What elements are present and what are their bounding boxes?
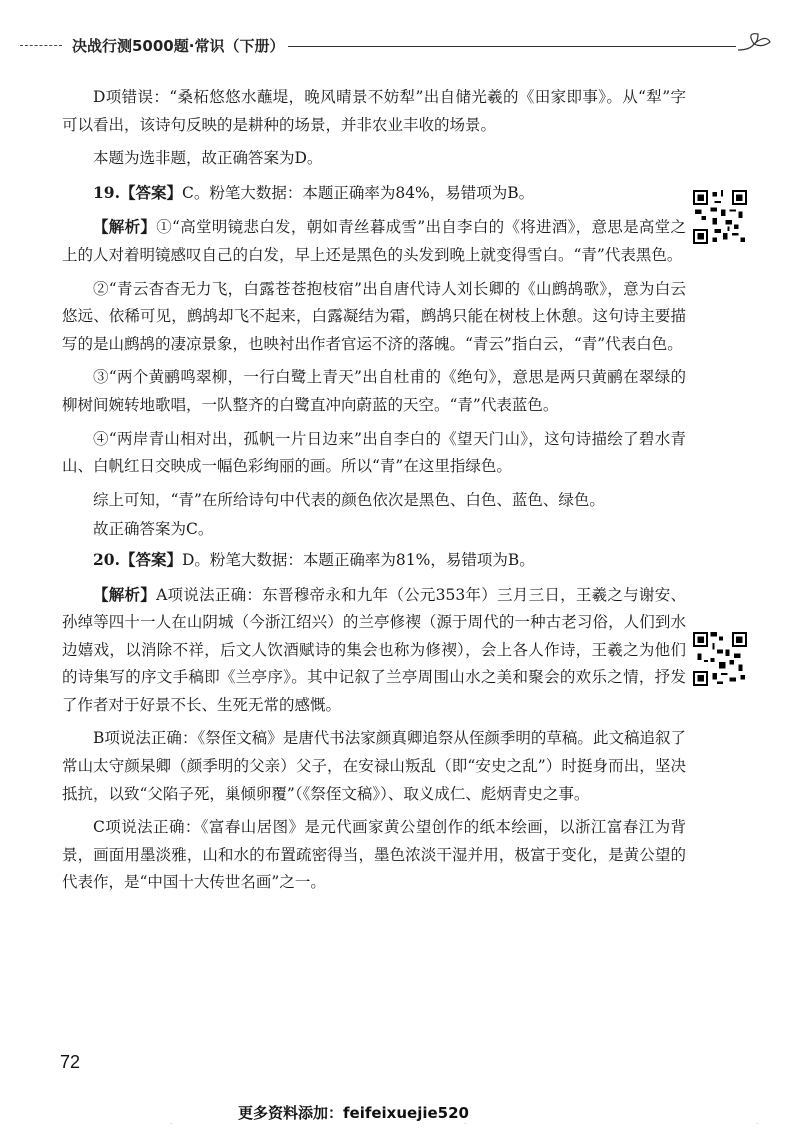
page-content [62, 84, 686, 903]
analysis-19: 【解析】①“高堂明镜悲白发，朝如青丝暮成雪”出自李白的《将进酒》，意思是高堂之上的人对着明镜感叹自己的白发，早上还是黑色的头发到晚上就变得雪白。“青”代表黑色。 [62, 217, 686, 264]
answer-19: 19.【答案】C。粉笔大数据：本题正确率为84%，易错项为B。 [93, 182, 535, 202]
answer-20: 20.【答案】D。粉笔大数据：本题正确率为81%，易错项为B。 [93, 549, 535, 569]
qr-code-icon[interactable] [693, 632, 747, 686]
scan-mark: · [464, 1120, 467, 1128]
paragraph: ②“青云杳杳无力飞，白露苍苍抱枝宿”出自唐代诗人刘长卿的《山鹧鸪歌》，意为白云悠远、依稀可见，鹧鸪却飞不起来，白露凝结为霜，鹧鸪只能在树枝上休憩。这句诗主要描写的是山鹧鸪的凄凉景象，也映衬出作者官运不济的落魄。“青云”指白云，“青”代表白色。 [62, 279, 686, 353]
header-title: 决战行测5000题·常识（下册） [72, 37, 285, 55]
scan-mark: · [170, 1120, 173, 1128]
page-header [20, 32, 780, 62]
analysis-label: 【解析】 [93, 217, 157, 237]
analysis-20: 【解析】A项说法正确：东晋穆帝永和九年（公元353年）三月三日，王羲之与谢安、孙绰等四十一人在山阴城（今浙江绍兴）的兰亭修禊（源于周代的一种古老习俗，人们到水边嬉戏，以消除不祥，后文人饮酒赋诗的集会也称为修禊），会上各人作诗，王羲之为他们的诗集写的序文手稿即《兰亭序》。其中记叙了兰亭周围山水之美和聚会的欢乐之情，抒发了作者对于好景不长、生死无常的感慨。 [62, 584, 686, 714]
scan-mark: · [756, 1120, 759, 1128]
answer-label: 20.【答案】 [93, 549, 182, 569]
footer-note: 更多资料添加：feifeixuejie520 [238, 1104, 469, 1122]
analysis-label: 【解析】 [93, 584, 157, 604]
page-number: 72 [60, 1052, 81, 1072]
paragraph: ③“两个黄鹂鸣翠柳，一行白鹭上青天”出自杜甫的《绝句》，意思是两只黄鹂在翠绿的柳树间婉转地歌唱，一队整齐的白鹭直冲向蔚蓝的天空。“青”代表蓝色。 [62, 368, 686, 414]
paragraph: ④“两岸青山相对出，孤帆一片日边来”出自李白的《望天门山》，这句诗描绘了碧水青山、白帆红日交映成一幅色彩绚丽的画。所以“青”在这里指绿色。 [62, 429, 686, 476]
paragraph: 故正确答案为C。 [93, 520, 214, 539]
leaf-icon [736, 30, 772, 58]
header-dashes [20, 45, 62, 46]
paragraph: D项错误：“桑柘悠悠水蘸堤，晚风晴景不妨犁”出自储光羲的《田家即事》。从“犁”字可以看出，该诗句反映的是耕种的场景，并非农业丰收的场景。 [62, 88, 686, 134]
paragraph: 本题为选非题，故正确答案为D。 [93, 149, 323, 168]
paragraph: B项说法正确：《祭侄文稿》是唐代书法家颜真卿追祭从侄颜季明的草稿。此文稿追叙了常山太守颜杲卿（颜季明的父亲）父子，在安禄山叛乱（即“安史之乱”）时挺身而出，坚决抵抗，以致“父陷子死，巢倾卵覆”（《祭侄文稿》）、取义成仁、彪炳青史之事。 [62, 729, 686, 803]
paragraph: 综上可知，“青”在所给诗句中代表的颜色依次是黑色、白色、蓝色、绿色。 [93, 490, 605, 509]
answer-label: 19.【答案】 [93, 182, 182, 202]
paragraph: C项说法正确：《富春山居图》是元代画家黄公望创作的纸本绘画，以浙江富春江为背景，画面用墨淡雅，山和水的布置疏密得当，墨色浓淡干湿并用，极富于变化，是黄公望的代表作，是“中国十大传世名画”之一。 [62, 818, 686, 892]
qr-code-icon[interactable] [693, 190, 747, 244]
header-rule [288, 46, 736, 47]
